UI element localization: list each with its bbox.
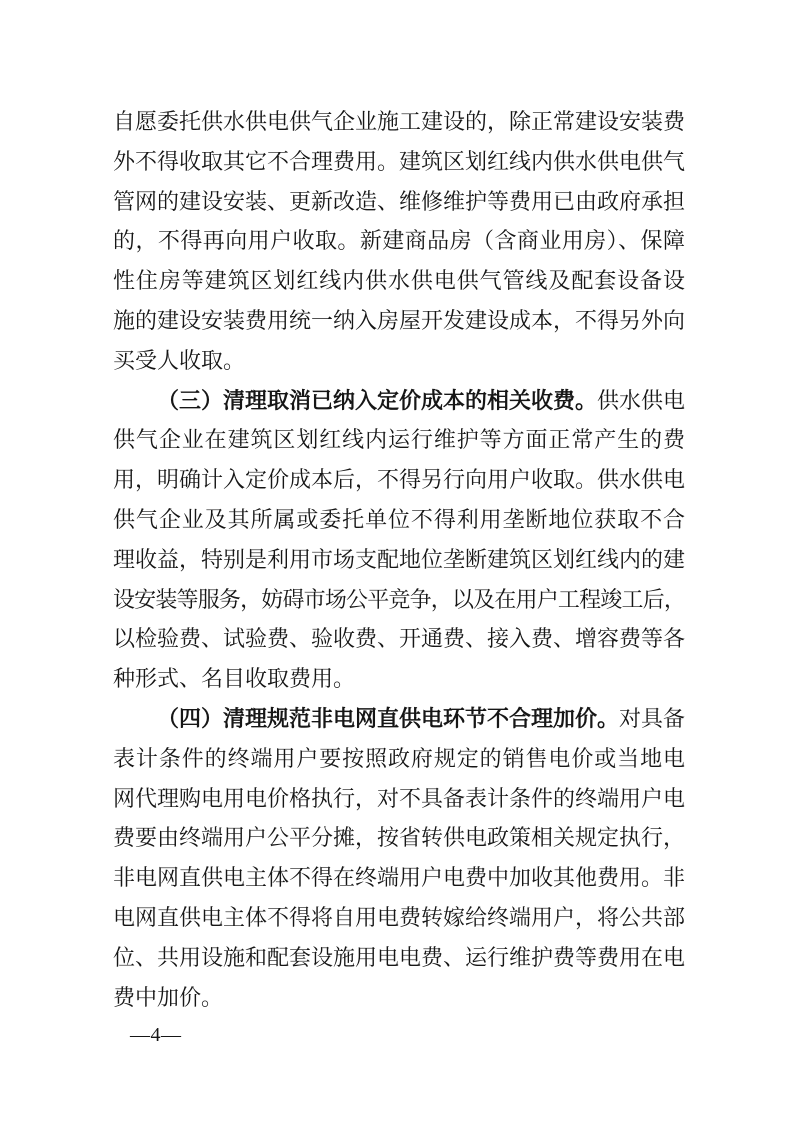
text-line [113, 182, 685, 222]
line-text: 电网直供电主体不得将自用电费转嫁给终端用户，将公共部 [113, 904, 686, 930]
line-text: 理收益，特别是利用市场支配地位垄断建筑区划红线内的建 [113, 546, 686, 572]
text-line [113, 500, 685, 540]
line-text: 网代理购电用电价格执行，对不具备表计条件的终端用户电 [113, 785, 686, 811]
line-text: 费中加价。 [113, 984, 224, 1010]
line-text: 外不得收取其它不合理费用。建筑区划红线内供水供电供气 [113, 148, 686, 174]
text-line [113, 938, 685, 978]
text-line [113, 420, 685, 460]
text-line [113, 580, 685, 620]
text-line [113, 102, 685, 142]
line-text: 种形式、名目收取费用。 [113, 666, 356, 692]
line-text: 表计条件的终端用户要按照政府规定的销售电价或当地电 [113, 745, 685, 771]
text-line [113, 221, 685, 261]
line-text: 供水供电 [597, 387, 686, 413]
line-text: 管网的建设安装、更新改造、维修维护等费用已由政府承担 [113, 188, 686, 214]
text-line [113, 978, 685, 1018]
page-number: —4— [130, 1024, 182, 1046]
section-heading-line [113, 699, 685, 739]
text-line [113, 858, 685, 898]
document-body [113, 102, 685, 1017]
text-line [113, 341, 685, 381]
text-line [113, 540, 685, 580]
text-line [113, 301, 685, 341]
text-line [113, 779, 685, 819]
text-line [113, 739, 685, 779]
line-text: 自愿委托供水供电供气企业施工建设的，除正常建设安装费 [113, 109, 686, 134]
line-text: 以检验费、试验费、验收费、开通费、接入费、增容费等各 [113, 626, 686, 652]
line-text: 用，明确计入定价成本后，不得另行向用户收取。供水供电 [113, 467, 686, 493]
text-line [113, 818, 685, 858]
line-text: 性住房等建筑区划红线内供水供电供气管线及配套设备设 [113, 268, 685, 294]
text-line [113, 261, 685, 301]
line-text: 施的建设安装费用统一纳入房屋开发建设成本，不得另外向 [113, 307, 686, 333]
line-text: 设安装等服务，妨碍市场公平竞争，以及在用户工程竣工后， [113, 586, 685, 612]
section-heading-line [113, 381, 685, 421]
section-heading: （四）清理规范非电网直供电环节不合理加价。 [157, 705, 620, 731]
line-text: 供气企业在建筑区划红线内运行维护等方面正常产生的费 [113, 427, 685, 453]
line-text: 对具备 [619, 705, 686, 731]
line-text: 费要由终端用户公平分摊，按省转供电政策相关规定执行， [113, 825, 686, 851]
line-text: 非电网直供电主体不得在终端用户电费中加收其他费用。非 [113, 865, 686, 891]
text-line [113, 659, 685, 699]
line-text: 位、共用设施和配套设施用电电费、运行维护费等费用在电 [113, 944, 686, 970]
line-text: 的，不得再向用户收取。新建商品房（含商业用房）、保障 [113, 228, 685, 254]
section-heading: （三）清理取消已纳入定价成本的相关收费。 [157, 387, 598, 413]
text-line [113, 619, 685, 659]
text-line [113, 898, 685, 938]
text-line [113, 142, 685, 182]
line-text: 买受人收取。 [113, 347, 246, 373]
line-text: 供气企业及其所属或委托单位不得利用垄断地位获取不合 [113, 506, 685, 532]
text-line [113, 460, 685, 500]
